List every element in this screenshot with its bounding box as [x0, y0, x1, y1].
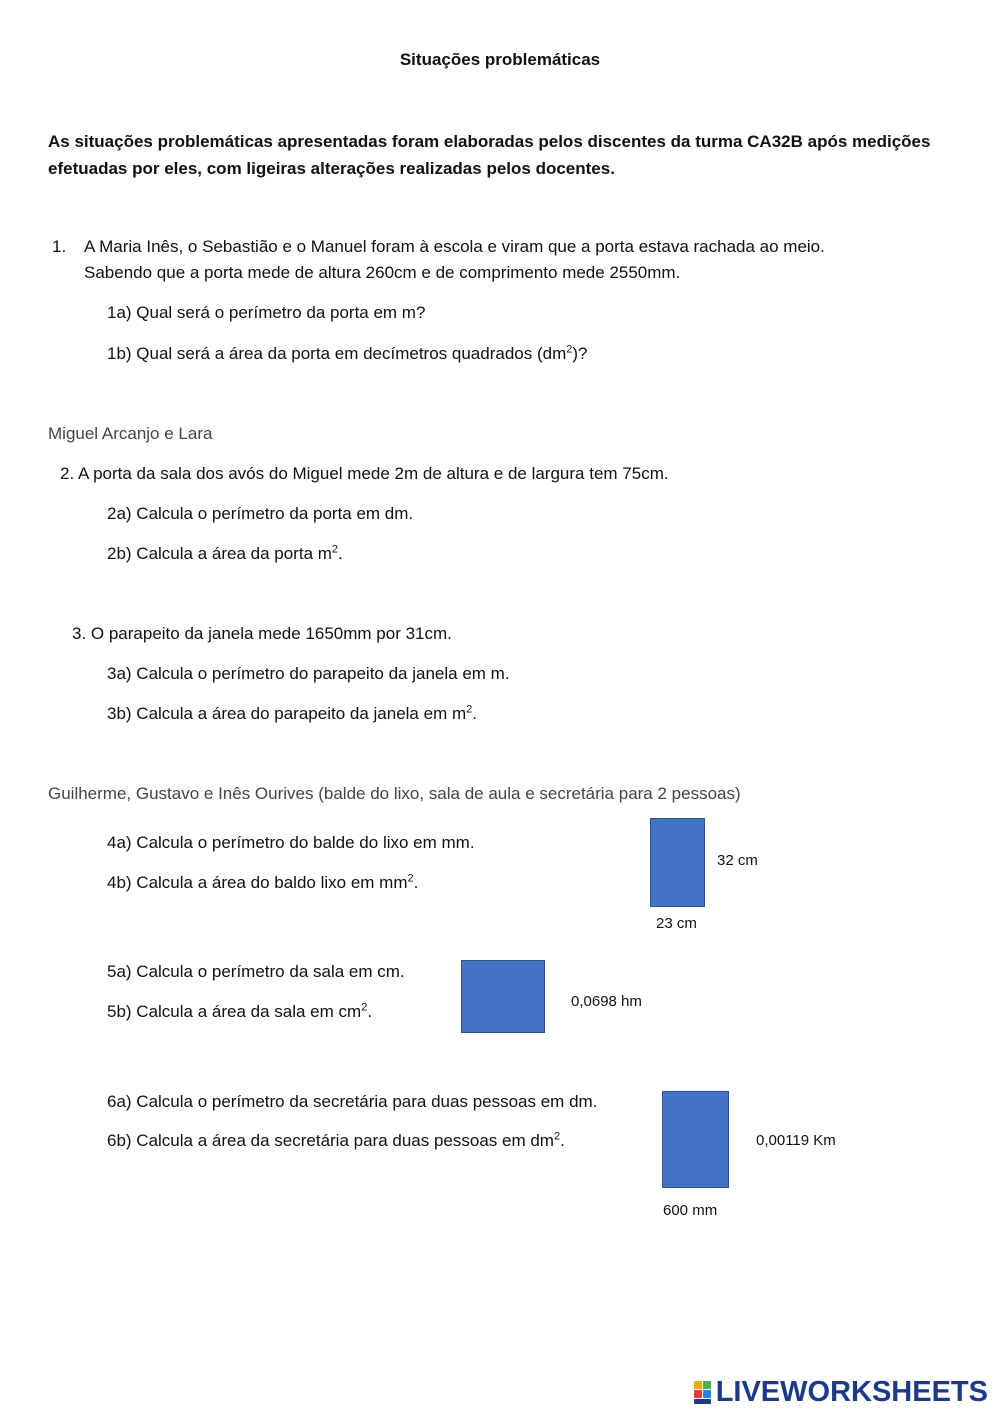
liveworksheets-logo[interactable] — [694, 1376, 988, 1409]
classroom-square — [461, 960, 545, 1033]
desk-rectangle — [662, 1091, 729, 1188]
question-2b: 2b) Calcula a área da porta $m^2$. — [107, 543, 343, 563]
question-4b: 4b) Calcula a área do baldo lixo em $mm^2$. — [107, 872, 419, 892]
page-title: Situações problemáticas — [399, 50, 601, 69]
question-5a: 5a) Calcula o perímetro da sala em cm. — [107, 962, 405, 981]
desk-width-label: 600 mm — [663, 1202, 718, 1219]
trash-bin-height-label: 32 cm — [717, 852, 758, 869]
desk-height-label: 0,00119 Km — [756, 1132, 836, 1149]
question-5b: 5b) Calcula a área da sala em $cm^2$. — [107, 1001, 373, 1021]
problem-2-statement: 2. A porta da sala dos avós do Miguel mede 2m de altura e de largura tem 75cm. — [60, 464, 669, 483]
question-1b: 1b) Qual será a área da porta em decímetros quadrados $(dm^2)$? — [107, 343, 588, 363]
question-3b: 3b) Calcula a área do parapeito da janela em $m^2$. — [107, 703, 477, 723]
question-6a: 6a) Calcula o perímetro da secretária para duas pessoas em dm. — [107, 1092, 598, 1111]
question-3a: 3a) Calcula o perímetro do parapeito da janela em m. — [107, 664, 510, 683]
classroom-side-label: 0,0698 hm — [571, 993, 642, 1010]
liveworksheets-logo-text: LIVEWORKSHEETS — [715, 1376, 988, 1408]
trash-bin-rectangle — [650, 818, 705, 907]
intro-paragraph: As situações problemáticas apresentadas foram elaboradas pelos discentes da turma CA32B após medições efetuadas por eles, com ligeiras alterações realizadas pelos docentes. — [48, 132, 931, 178]
question-2a: 2a) Calcula o perímetro da porta em dm. — [107, 504, 414, 523]
liveworksheets-logo-icon — [694, 1381, 712, 1405]
authors-section-2: Miguel Arcanjo e Lara — [48, 424, 213, 443]
question-1a: 1a) Qual será o perímetro da porta em m? — [107, 303, 426, 322]
trash-bin-width-label: 23 cm — [656, 915, 697, 932]
problem-3-statement: 3. O parapeito da janela mede 1650mm por 31cm. — [72, 624, 452, 643]
problem-1-line-1: A Maria Inês, o Sebastião e o Manuel foram à escola e viram que a porta estava rachada ao meio. — [84, 237, 825, 256]
question-6b: 6b) Calcula a área da secretária para duas pessoas em $dm^2$. — [107, 1130, 565, 1150]
problem-1-line-2: Sabendo que a porta mede de altura 260cm e de comprimento mede 2550mm. — [84, 263, 681, 282]
problem-1-number: 1. — [52, 237, 67, 256]
question-4a: 4a) Calcula o perímetro do balde do lixo em mm. — [107, 833, 475, 852]
authors-section-3: Guilherme, Gustavo e Inês Ourives (balde do lixo, sala de aula e secretária para 2 pessoas) — [48, 784, 741, 803]
